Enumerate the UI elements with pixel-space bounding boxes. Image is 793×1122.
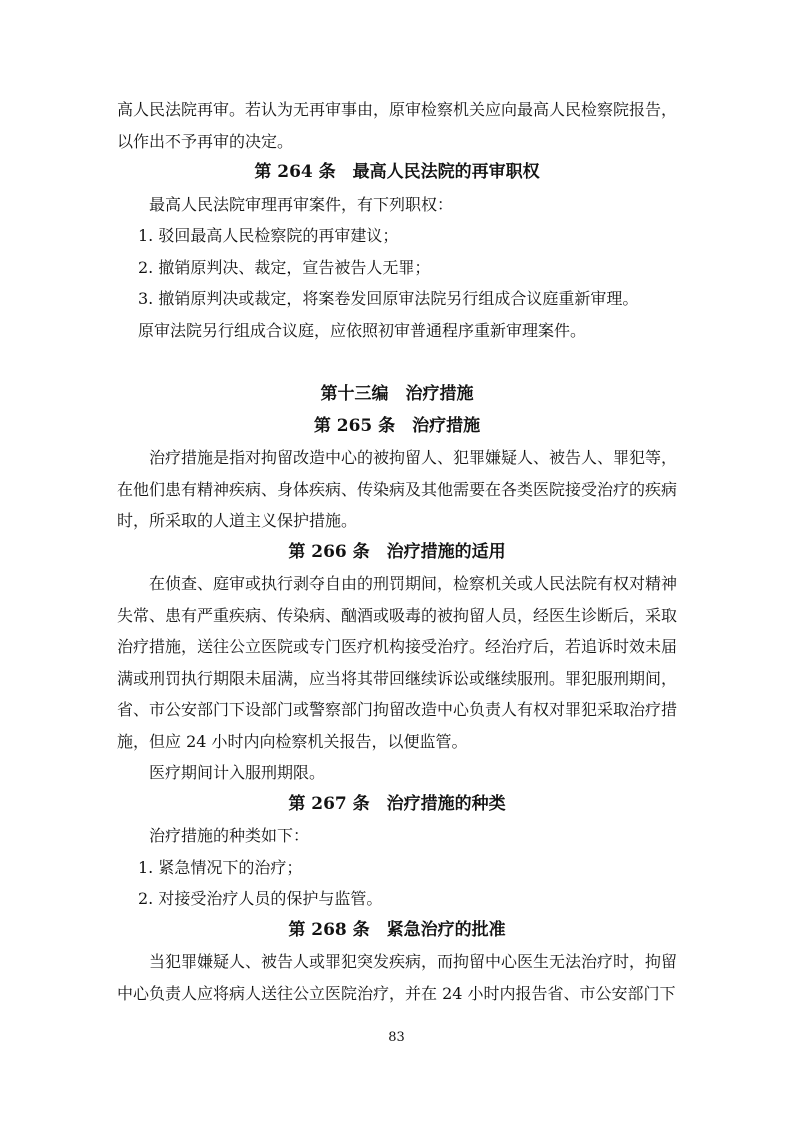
paragraph-continued: 高人民法院再审。若认为无再审事由，原审检察机关应向最高人民检察院报告，以作出不予再审的决定。 [117, 100, 678, 151]
article-268-heading: 第 268 条 紧急治疗的批准 [288, 919, 506, 940]
list-item: 2. 撤销原判决、裁定，宣告被告人无罪； [138, 257, 431, 277]
section-gap [117, 346, 677, 379]
paragraph: 在侦查、庭审或执行剥夺自由的刑罚期间，检察机关或人民法院有权对精神失常、患有严重疾病、传染病、酗酒或吸毒的被拘留人员，经医生诊断后，采取治疗措施，送往公立医院或专门医疗机构接受治疗。经治疗后，若追诉时效未届满或刑罚执行期限未届满，应当将其带回继续诉讼或继续服刑。罪犯服刑期间，省、市公安部门下设部门或警察部门拘留改造中心负责人有权对罪犯采取治疗措施，但应 24 小时内向检察机关报告，以便监管。 [117, 574, 678, 751]
paragraph: 当犯罪嫌疑人、被告人或罪犯突发疾病，而拘留中心医生无法治疗时，拘留中心负责人应将病人送往公立医院治疗，并在 24 小时内报告省、市公安部门下 [117, 952, 678, 1003]
list-item: 3. 撤销原判决或裁定，将案卷发回原审法院另行组成合议庭重新审理。 [138, 289, 639, 308]
paragraph: 原审法院另行组成合议庭，应依照初审普通程序重新审理案件。 [138, 320, 587, 340]
list-item: 2. 对接受治疗人员的保护与监管。 [138, 889, 383, 908]
article-266-heading: 第 266 条 治疗措施的适用 [288, 541, 506, 562]
document-body [117, 94, 677, 1009]
part-13-heading: 第十三编 治疗措施 [320, 384, 474, 404]
paragraph: 医疗期间计入服刑期限。 [149, 763, 326, 782]
paragraph: 最高人民法院审理再审案件，有下列职权： [149, 194, 454, 214]
article-267-heading: 第 267 条 治疗措施的种类 [288, 793, 506, 814]
list-item: 1. 紧急情况下的治疗； [138, 857, 303, 877]
article-265-heading: 第 265 条 治疗措施 [313, 415, 481, 436]
paragraph: 治疗措施是指对拘留改造中心的被拘留人、犯罪嫌疑人、被告人、罪犯等，在他们患有精神疾病、身体疾病、传染病及其他需要在各类医院接受治疗的疾病时，所采取的人道主义保护措施。 [117, 448, 678, 530]
paragraph: 治疗措施的种类如下： [149, 826, 310, 845]
list-item: 1. 驳回最高人民检察院的再审建议； [138, 226, 399, 245]
page-number: 83 [388, 1030, 405, 1045]
article-264-heading: 第 264 条 最高人民法院的再审职权 [254, 162, 540, 182]
